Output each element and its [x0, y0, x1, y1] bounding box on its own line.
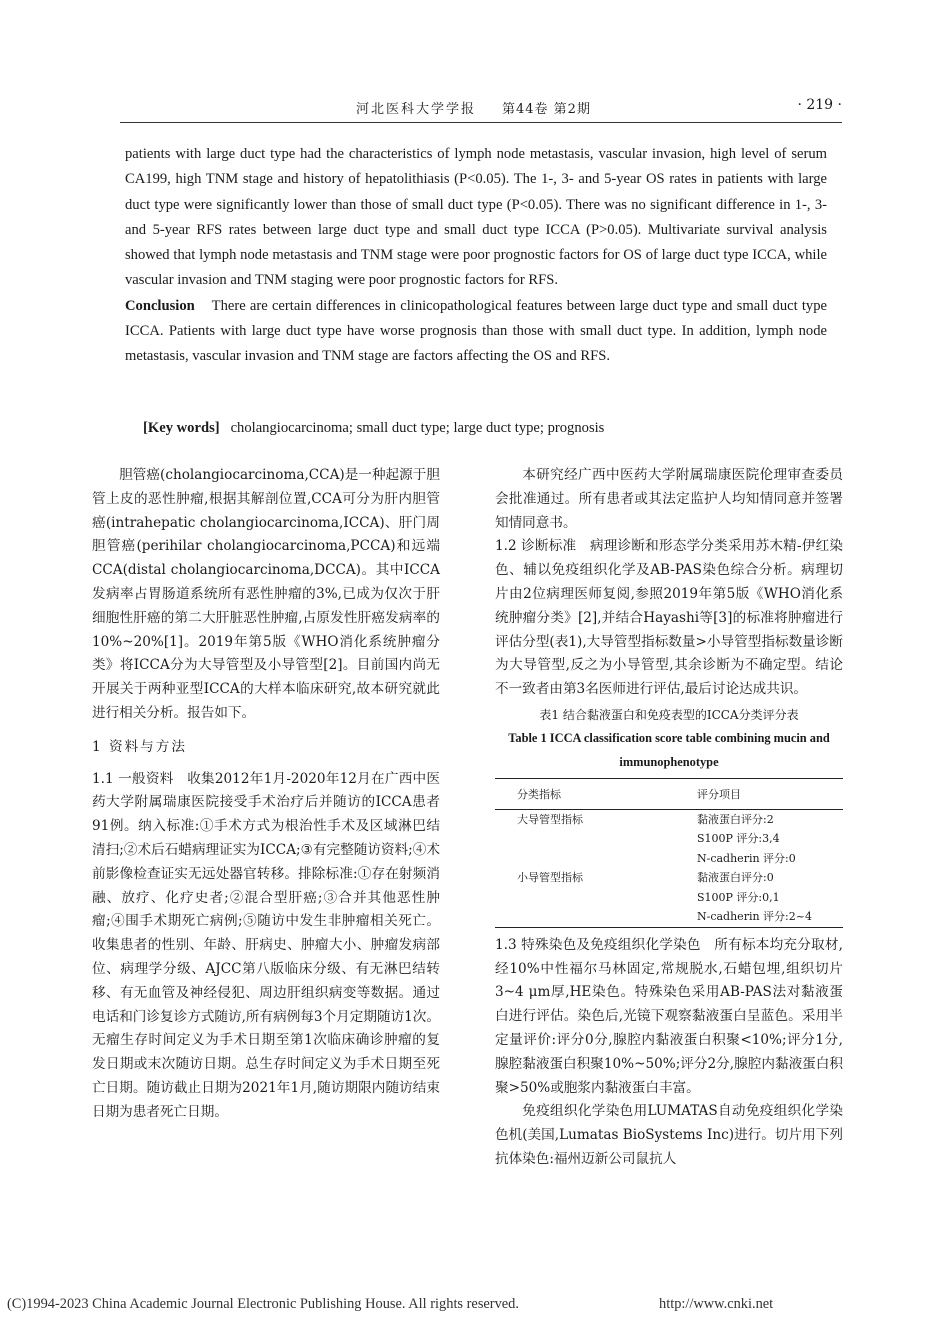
- section-1-2-text: 病理诊断和形态学分类采用苏木精-伊红染色、辅以免疫组织化学及AB-PAS染色综合分析。病理切片由2位病理医师复阅,参照2019年第5版《WHO消化系统肿瘤分类》[2],并结合Hayashi等[3]的标准将肿瘤进行评估分型(表1),大导管型指标数量>小导管型指标数量诊断为大导管型,反之为小导管型,其余诊断为不确定型。结论不一致者由第3名医师进行评估,最后讨论达成共识。: [495, 538, 843, 698]
- table-caption-en: Table 1 ICCA classification score table combining mucin and immunophenotype: [508, 730, 830, 769]
- abstract-conclusion: [125, 294, 827, 370]
- table-cell: 大导管型指标: [517, 812, 583, 826]
- section-1-heading: 1 资料与方法: [92, 738, 187, 755]
- table-cell: 黏液蛋白评分:2: [697, 812, 774, 826]
- conclusion-text: There are certain differences in clinicopathological features between large duct type and small duct type ICCA. Patients with large duct type have worse prognosis than those with small duct type. In addition, lymph node metastasis, vascular invasion and TNM stage are factors affecting the OS and RFS.: [125, 297, 828, 365]
- table-header-cell: 分类指标: [495, 778, 675, 809]
- table-row: [495, 849, 843, 869]
- table-row: [495, 829, 843, 849]
- table-cell: 小导管型指标: [517, 871, 583, 885]
- abstract-results: patients with large duct type had the characteristics of lymph node metastasis, vascular invasion, high level of serum CA199, high TNM stage and history of hepatolithiasis (P<0.05). The 1-, 3- and 5-year OS rates in patients with large duct type were significantly lower than those of small duct type (P<0.05). There was no significant difference in 1-, 3-and 5-year RFS rates between large duct type and small duct type ICCA (P>0.05). Multivariate survival analysis showed that lymph node metastasis and TNM stage were poor prognostic factors for OS of large duct type ICCA, while vascular invasion and TNM staging were poor prognostic factors for RFS.: [125, 146, 827, 289]
- intro-paragraph: 胆管癌(cholangiocarcinoma,CCA)是一种起源于胆管上皮的恶性肿瘤,根据其解剖位置,CCA可分为肝内胆管癌(intrahepatic cholangiocarcinoma,ICCA)、肝门周胆管癌(perihilar cholangiocarcinoma,PCCA)和远端CCA(distal cholangiocarcinoma,DCCA)。其中ICCA发病率占胃肠道系统所有恶性肿瘤的3%,已成为仅次于肝细胞性肝癌的第二大肝脏恶性肿瘤,占原发性肝癌发病率的10%~20%[1]。2019年第5版《WHO消化系统肿瘤分类》将ICCA分为大导管型及小导管型[2]。目前国内尚无开展关于两种亚型ICCA的大样本临床研究,故本研究就此进行相关分析。报告如下。: [92, 467, 440, 721]
- table-cell: S100P 评分:0,1: [697, 890, 780, 904]
- english-abstract: [125, 142, 827, 370]
- table-header-cell: 评分项目: [675, 778, 843, 809]
- section-1-2: [495, 535, 843, 702]
- table-1: [495, 704, 843, 928]
- section-1-1-text: 收集2012年1月-2020年12月在广西中医药大学附属瑞康医院接受手术治疗后并随访的ICCA患者91例。纳入标准:①手术方式为根治性手术及区域淋巴结清扫;②术后石蜡病理证实为ICCA;③有完整随访资料;④术前影像检查证实无远处器官转移。排除标准:①存在射频消融、放疗、化疗史者;②混合型肝癌;③合并其他恶性肿瘤;④围手术期死亡病例;⑤随访中发生非肿瘤相关死亡。收集患者的性别、年龄、肝病史、肿瘤大小、肿瘤发病部位、病理学分级、AJCC第八版临床分级、有无淋巴结转移、有无血管及神经侵犯、周边肝组织病变等数据。通过电话和门诊复诊方式随访,所有病例每3个月定期随访1次。无瘤生存时间定义为手术日期至第1次临床确诊肿瘤的复发日期或末次随访日期。总生存时间定义为手术日期至死亡日期。随访截止日期为2021年1月,随访期限内随访结束日期为患者死亡日期。: [92, 770, 440, 1120]
- page-number: · 219 ·: [797, 97, 842, 113]
- table-header-row: [495, 778, 843, 809]
- keywords: [143, 416, 843, 441]
- ethics-paragraph: 本研究经广西中医药大学附属瑞康医院伦理审查委员会批准通过。所有患者或其法定监护人均知情同意并签署知情同意书。: [495, 467, 843, 531]
- table-cell: [495, 888, 675, 908]
- ihc-paragraph: 免疫组织化学染色用LUMATAS自动免疫组织化学染色机(美国,Lumatas BioSystems Inc)进行。切片用下列抗体染色:福州迈新公司鼠抗人: [495, 1103, 843, 1167]
- section-1-3: [495, 934, 843, 1101]
- table-cell: [495, 849, 675, 869]
- keywords-text: cholangiocarcinoma; small duct type; large duct type; prognosis: [230, 420, 605, 436]
- table-row: [495, 888, 843, 908]
- volume-issue: 第44卷 第2期: [502, 102, 591, 117]
- table-cell: 黏液蛋白评分:0: [697, 871, 774, 885]
- left-column: [92, 464, 440, 1125]
- table-cell: N-cadherin 评分:0: [697, 851, 796, 865]
- running-header: [120, 96, 842, 123]
- table-row: [495, 868, 843, 888]
- section-1-3-text: 所有标本均充分取材,经10%中性福尔马林固定,常规脱水,石蜡包埋,组织切片3~4 μm厚,HE染色。特殊染色采用AB-PAS法对黏液蛋白进行评估。染色后,光镜下观察黏液蛋白呈蓝色。采用半定量评价:评分0分,腺腔内黏液蛋白积聚<10%;评分1分,腺腔黏液蛋白积聚10%~50%;评分2分,腺腔内黏液蛋白积聚>50%或胞浆内黏液蛋白丰富。: [495, 936, 843, 1096]
- table-row: [495, 907, 843, 927]
- right-column: [495, 464, 843, 1172]
- table-cell: S100P 评分:3,4: [697, 832, 780, 846]
- conclusion-label: Conclusion: [125, 297, 195, 314]
- table-caption-cn: 表1 结合黏液蛋白和免疫表型的ICCA分类评分表: [539, 707, 799, 722]
- table-cell: N-cadherin 评分:2~4: [675, 907, 843, 927]
- copyright-notice: (C)1994-2023 China Academic Journal Electronic Publishing House. All rights reserved.: [7, 1296, 519, 1312]
- table-cell: [495, 829, 675, 849]
- section-1-1-heading: 1.1 一般资料: [92, 770, 174, 787]
- table-cell: [495, 907, 675, 927]
- keywords-label: [Key words]: [143, 420, 220, 436]
- section-1-2-heading: 1.2 诊断标准: [495, 538, 577, 555]
- journal-name: 河北医科大学学报: [356, 102, 477, 117]
- website-link[interactable]: http://www.cnki.net: [659, 1296, 774, 1312]
- classification-table: [495, 778, 843, 928]
- section-1-3-heading: 1.3 特殊染色及免疫组织化学染色: [495, 936, 701, 953]
- section-1-1: [92, 768, 440, 1125]
- table-row: [495, 809, 843, 829]
